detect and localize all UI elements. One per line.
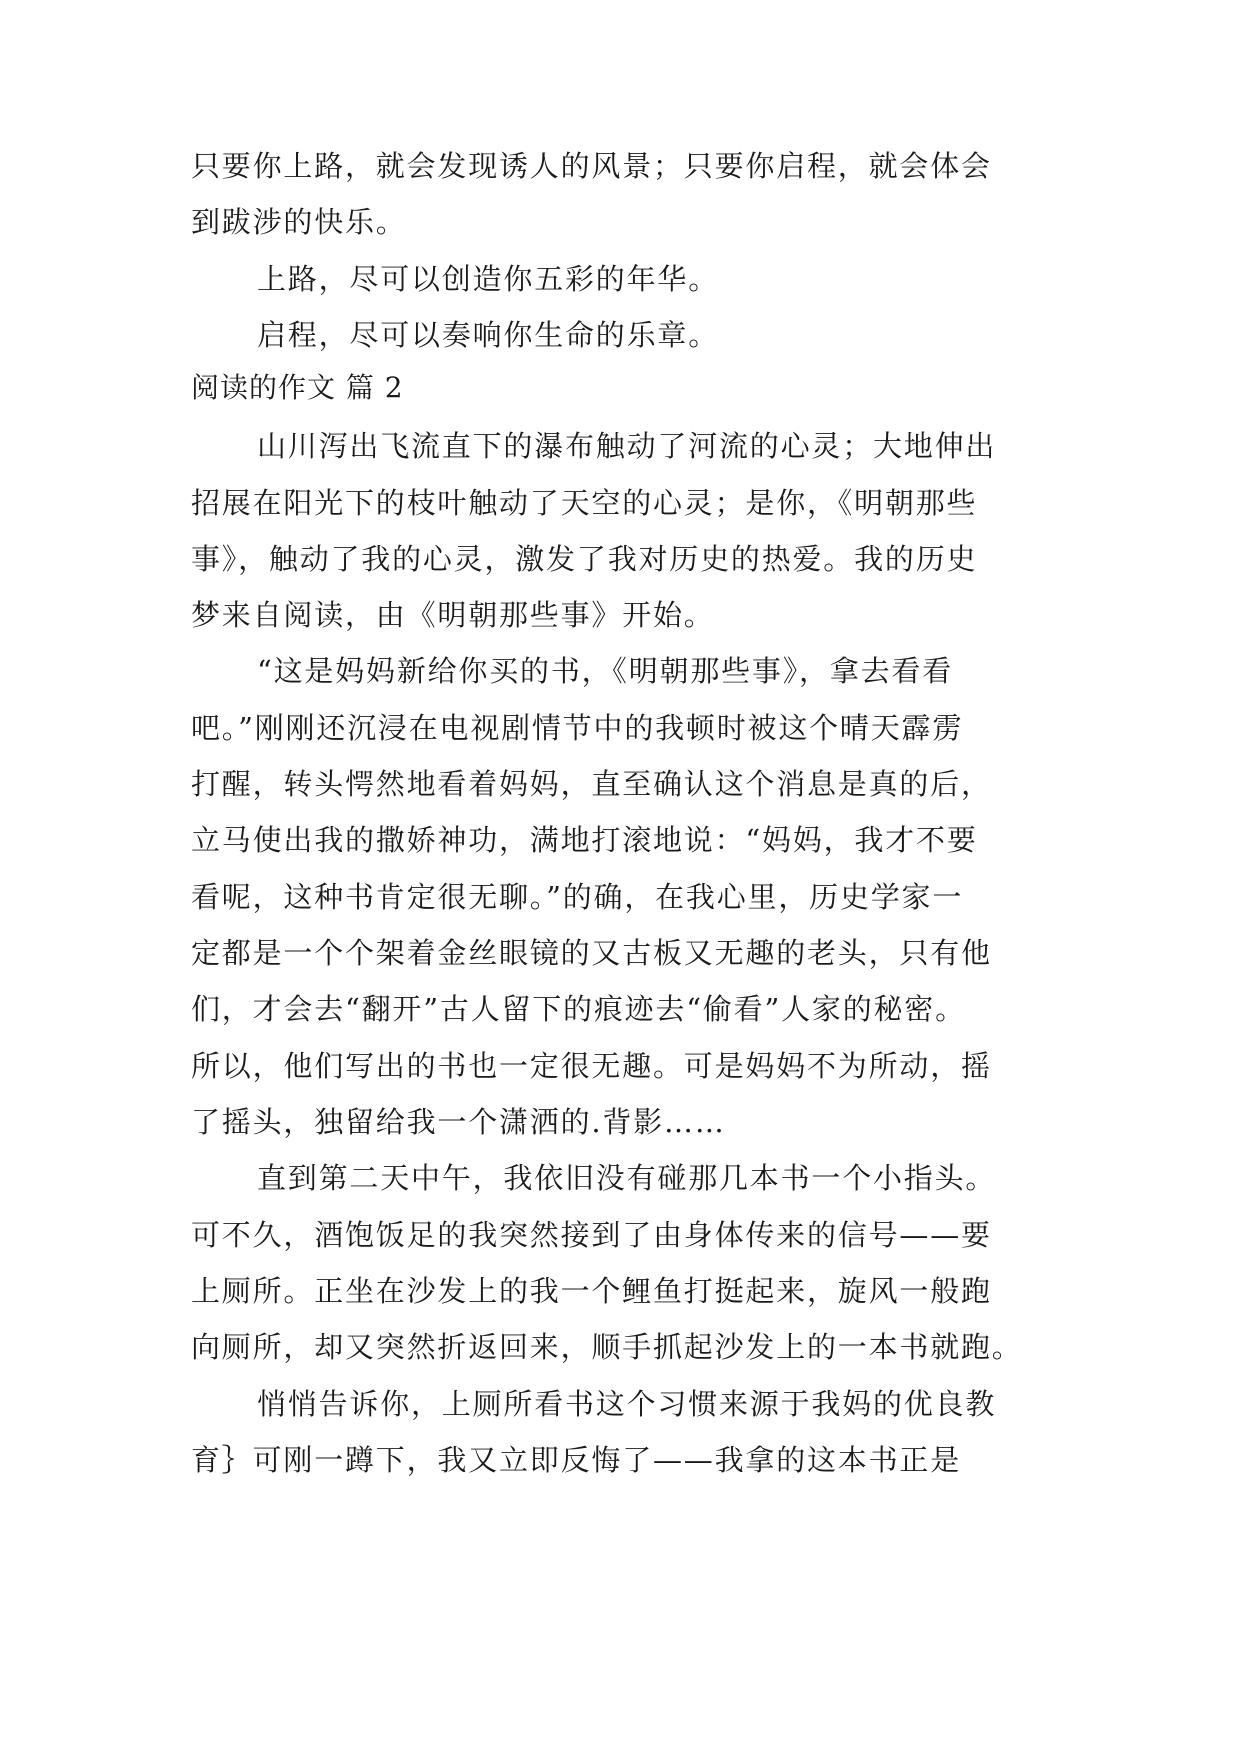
text-line: 直到第二天中午，我依旧没有碰那几本书一个小指头。	[257, 1161, 997, 1195]
text-line: 梦来自阅读，由《明朝那些事》开始。	[191, 598, 715, 632]
text-line: 吧。”刚刚还沉浸在电视剧情节中的我顿时被这个晴天霹雳	[191, 711, 964, 745]
text-line: 了摇头，独留给我一个潇洒的.背影……	[191, 1105, 726, 1139]
text-line: 打醒，转头愕然地看着妈妈，直至确认这个消息是真的后，	[191, 767, 992, 801]
text-line: 向厕所，却又突然折返回来，顺手抓起沙发上的一本书就跑。	[191, 1330, 1023, 1364]
text-line: 招展在阳光下的枝叶触动了天空的心灵；是你，《明朝那些	[191, 486, 978, 520]
text-line: 们，才会去“翻开”古人留下的痕迹去“偷看”人家的秘密。	[191, 992, 966, 1026]
text-line: 悄悄告诉你，上厕所看书这个习惯来源于我妈的优良教	[257, 1387, 997, 1421]
text-line: 定都是一个个架着金丝眼镜的又古板又无趣的老头，只有他	[191, 936, 992, 970]
text-line: 到跋涉的快乐。	[191, 205, 407, 239]
paragraph: 启程，尽可以奏响你生命的乐章。	[257, 318, 720, 352]
paragraph: 上路，尽可以创造你五彩的年华。	[257, 262, 720, 296]
text-line: 所以，他们写出的书也一定很无趣。可是妈妈不为所动，摇	[191, 1049, 992, 1083]
text-line: 山川泻出飞流直下的瀑布触动了河流的心灵；大地伸出	[257, 429, 997, 463]
text-line: 立马使出我的撒娇神功，满地打滚地说：“妈妈，我才不要	[191, 823, 978, 857]
section-heading: 阅读的作文 篇 2	[191, 371, 404, 404]
text-line: 上厕所。正坐在沙发上的我一个鲤鱼打挺起来，旋风一般跑	[191, 1274, 992, 1308]
text-line: 可不久，酒饱饭足的我突然接到了由身体传来的信号——要	[191, 1218, 992, 1252]
text-line: 看呢，这种书肯定很无聊。”的确，在我心里，历史学家一	[191, 880, 964, 914]
text-line: 事》，触动了我的心灵，激发了我对历史的热爱。我的历史	[191, 542, 978, 576]
text-line: 育｝可刚一蹲下，我又立即反悔了——我拿的这本书正是	[191, 1443, 962, 1477]
text-line: 只要你上路，就会发现诱人的风景；只要你启程，就会体会	[191, 149, 992, 183]
text-line: “这是妈妈新给你买的书，《明朝那些事》，拿去看看	[257, 654, 954, 688]
